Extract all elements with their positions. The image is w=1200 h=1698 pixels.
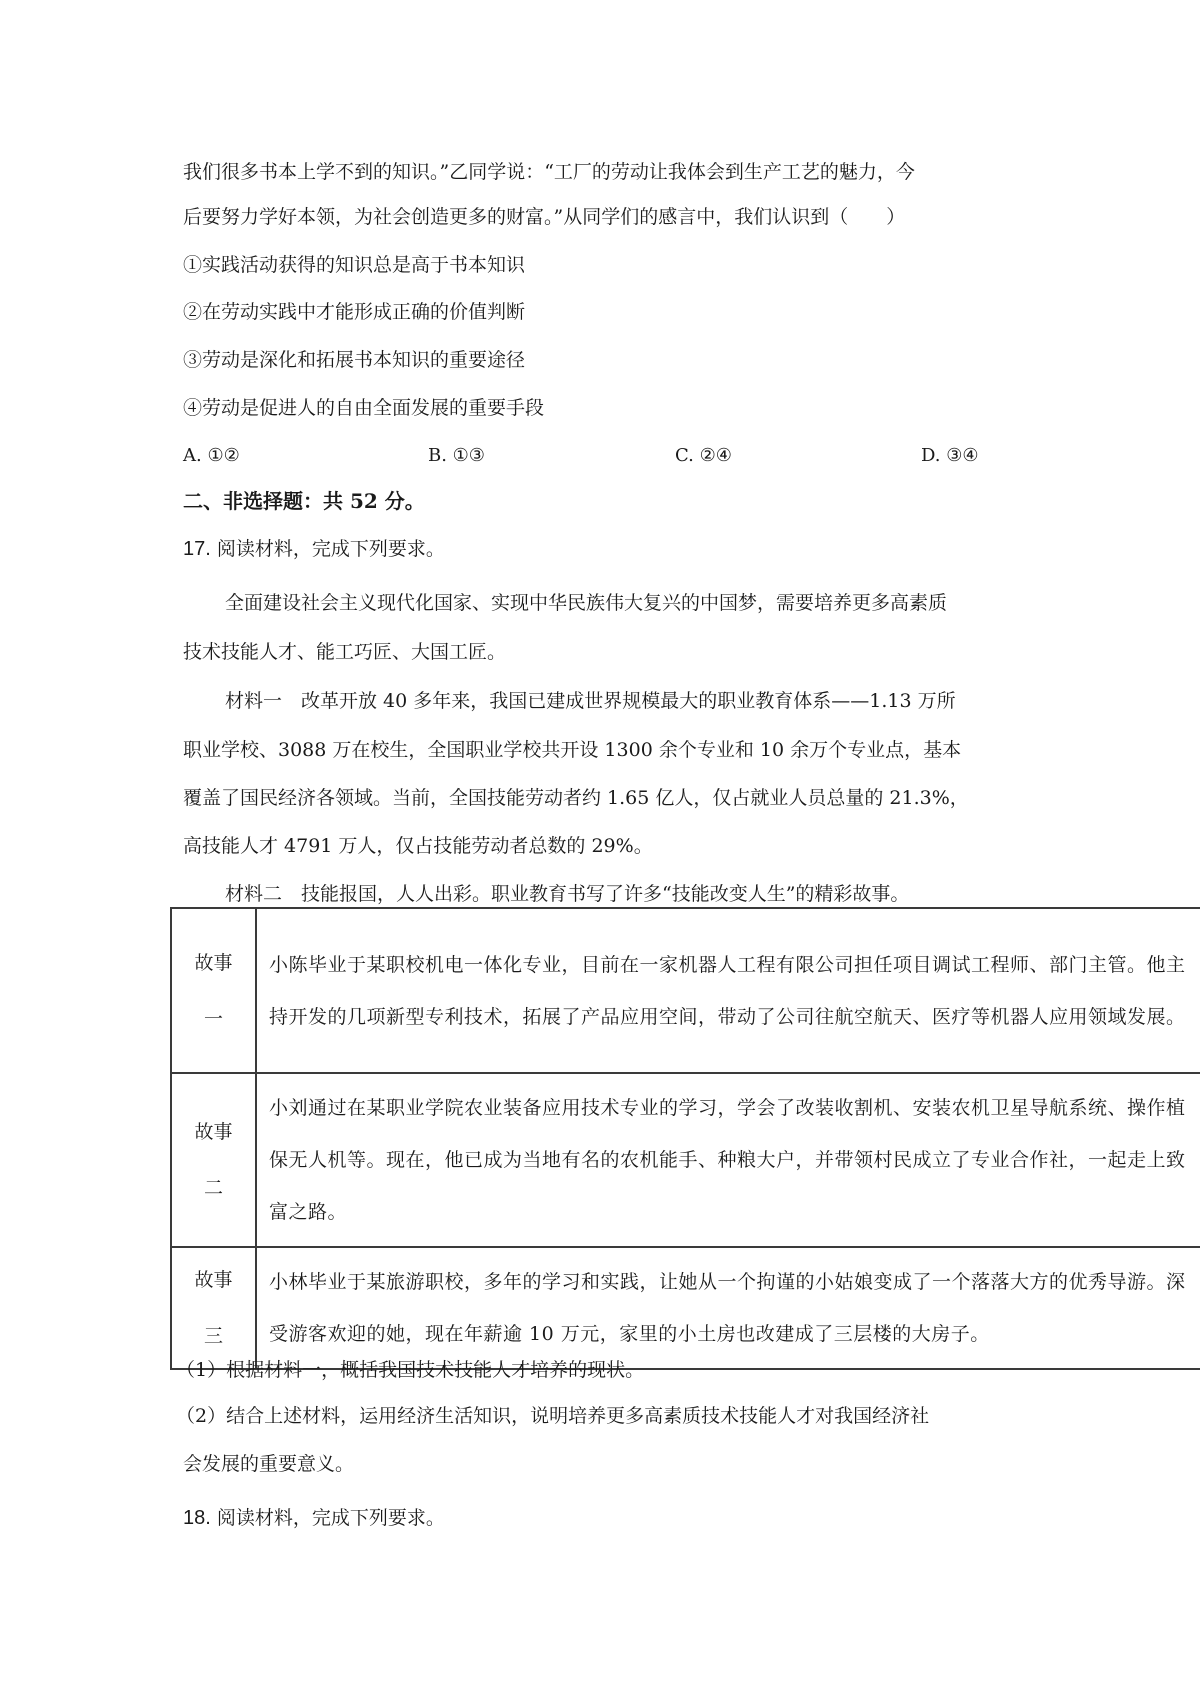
q16-statement-3: ③劳动是深化和拓展书本知识的重要途径 bbox=[183, 349, 526, 371]
material-1-line-4: 高技能人才 4791 万人，仅占技能劳动者总数的 29%。 bbox=[183, 835, 653, 857]
table-row bbox=[171, 1073, 1200, 1247]
q16-statement-4: ④劳动是促进人的自由全面发展的重要手段 bbox=[183, 397, 545, 419]
q17-number: 17. bbox=[183, 538, 211, 560]
q17-instruction: 阅读材料，完成下列要求。 bbox=[216, 538, 445, 560]
table-row bbox=[171, 908, 1200, 1073]
q18-number: 18. bbox=[183, 1507, 211, 1529]
q17-subquestion-2-line-2: 会发展的重要意义。 bbox=[183, 1453, 355, 1475]
q17-intro-line-2: 技术技能人才、能工巧匠、大国工匠。 bbox=[183, 641, 507, 663]
story-text: 小陈毕业于某职校机电一体化专业，目前在一家机器人工程有限公司担任项目调试工程师、部门主管。他主持开发的几项新型专利技术，拓展了产品应用空间，带动了公司往航空航天、医疗等机器人应用领域发展。 bbox=[256, 908, 1200, 1073]
story-text: 小林毕业于某旅游职校，多年的学习和实践，让她从一个拘谨的小姑娘变成了一个落落大方的优秀导游。深受游客欢迎的她，现在年薪逾 10 万元，家里的小土房也改建成了三层楼的大房子。 bbox=[256, 1247, 1200, 1369]
story-label: 故事一 bbox=[171, 908, 256, 1073]
q17-intro-line-1: 全面建设社会主义现代化国家、实现中华民族伟大复兴的中国梦，需要培养更多高素质 bbox=[225, 592, 948, 614]
q16-options bbox=[183, 445, 1023, 469]
q16-stem-line-2: 后要努力学好本领，为社会创造更多的财富。”从同学们的感言中，我们认识到（ ） bbox=[183, 206, 906, 228]
q17-subquestion-1: （1）根据材料一，概括我国技术技能人才培养的现状。 bbox=[176, 1359, 645, 1381]
q16-statement-2: ②在劳动实践中才能形成正确的价值判断 bbox=[183, 301, 526, 323]
section-2-title: 二、非选择题：共 52 分。 bbox=[183, 489, 425, 513]
story-text: 小刘通过在某职业学院农业装备应用技术专业的学习，学会了改装收割机、安装农机卫星导航系统、操作植保无人机等。现在，他已成为当地有名的农机能手、种粮大户，并带领村民成立了专业合作社，一起走上致富之路。 bbox=[256, 1073, 1200, 1247]
story-label: 故事三 bbox=[171, 1247, 256, 1369]
table-row bbox=[171, 1247, 1200, 1369]
option-a[interactable]: A. ①② bbox=[183, 445, 240, 466]
option-c[interactable]: C. ②④ bbox=[675, 445, 732, 466]
material-1-line-3: 覆盖了国民经济各领域。当前，全国技能劳动者约 1.65 亿人，仅占就业人员总量的 21.3%， bbox=[183, 787, 969, 809]
option-b[interactable]: B. ①③ bbox=[428, 445, 485, 466]
material-1-line-2: 职业学校、3088 万在校生，全国职业学校共开设 1300 余个专业和 10 余万个专业点，基本 bbox=[183, 739, 962, 761]
q16-stem-line-1: 我们很多书本上学不到的知识。”乙同学说：“工厂的劳动让我体会到生产工艺的魅力，今 bbox=[183, 161, 915, 183]
material-2-intro: 材料二 技能报国，人人出彩。职业教育书写了许多“技能改变人生”的精彩故事。 bbox=[225, 883, 910, 905]
q18-instruction: 阅读材料，完成下列要求。 bbox=[216, 1507, 445, 1529]
stories-table bbox=[170, 907, 1200, 1370]
option-d[interactable]: D. ③④ bbox=[921, 445, 979, 466]
q16-statement-1: ①实践活动获得的知识总是高于书本知识 bbox=[183, 254, 526, 276]
q18-heading bbox=[183, 1506, 445, 1530]
story-label: 故事二 bbox=[171, 1073, 256, 1247]
q17-subquestion-2-line-1: （2）结合上述材料，运用经济生活知识，说明培养更多高素质技术技能人才对我国经济社 bbox=[176, 1405, 930, 1427]
q17-heading bbox=[183, 537, 445, 561]
material-1-line-1: 材料一 改革开放 40 多年来，我国已建成世界规模最大的职业教育体系——1.13 万所 bbox=[225, 690, 956, 712]
